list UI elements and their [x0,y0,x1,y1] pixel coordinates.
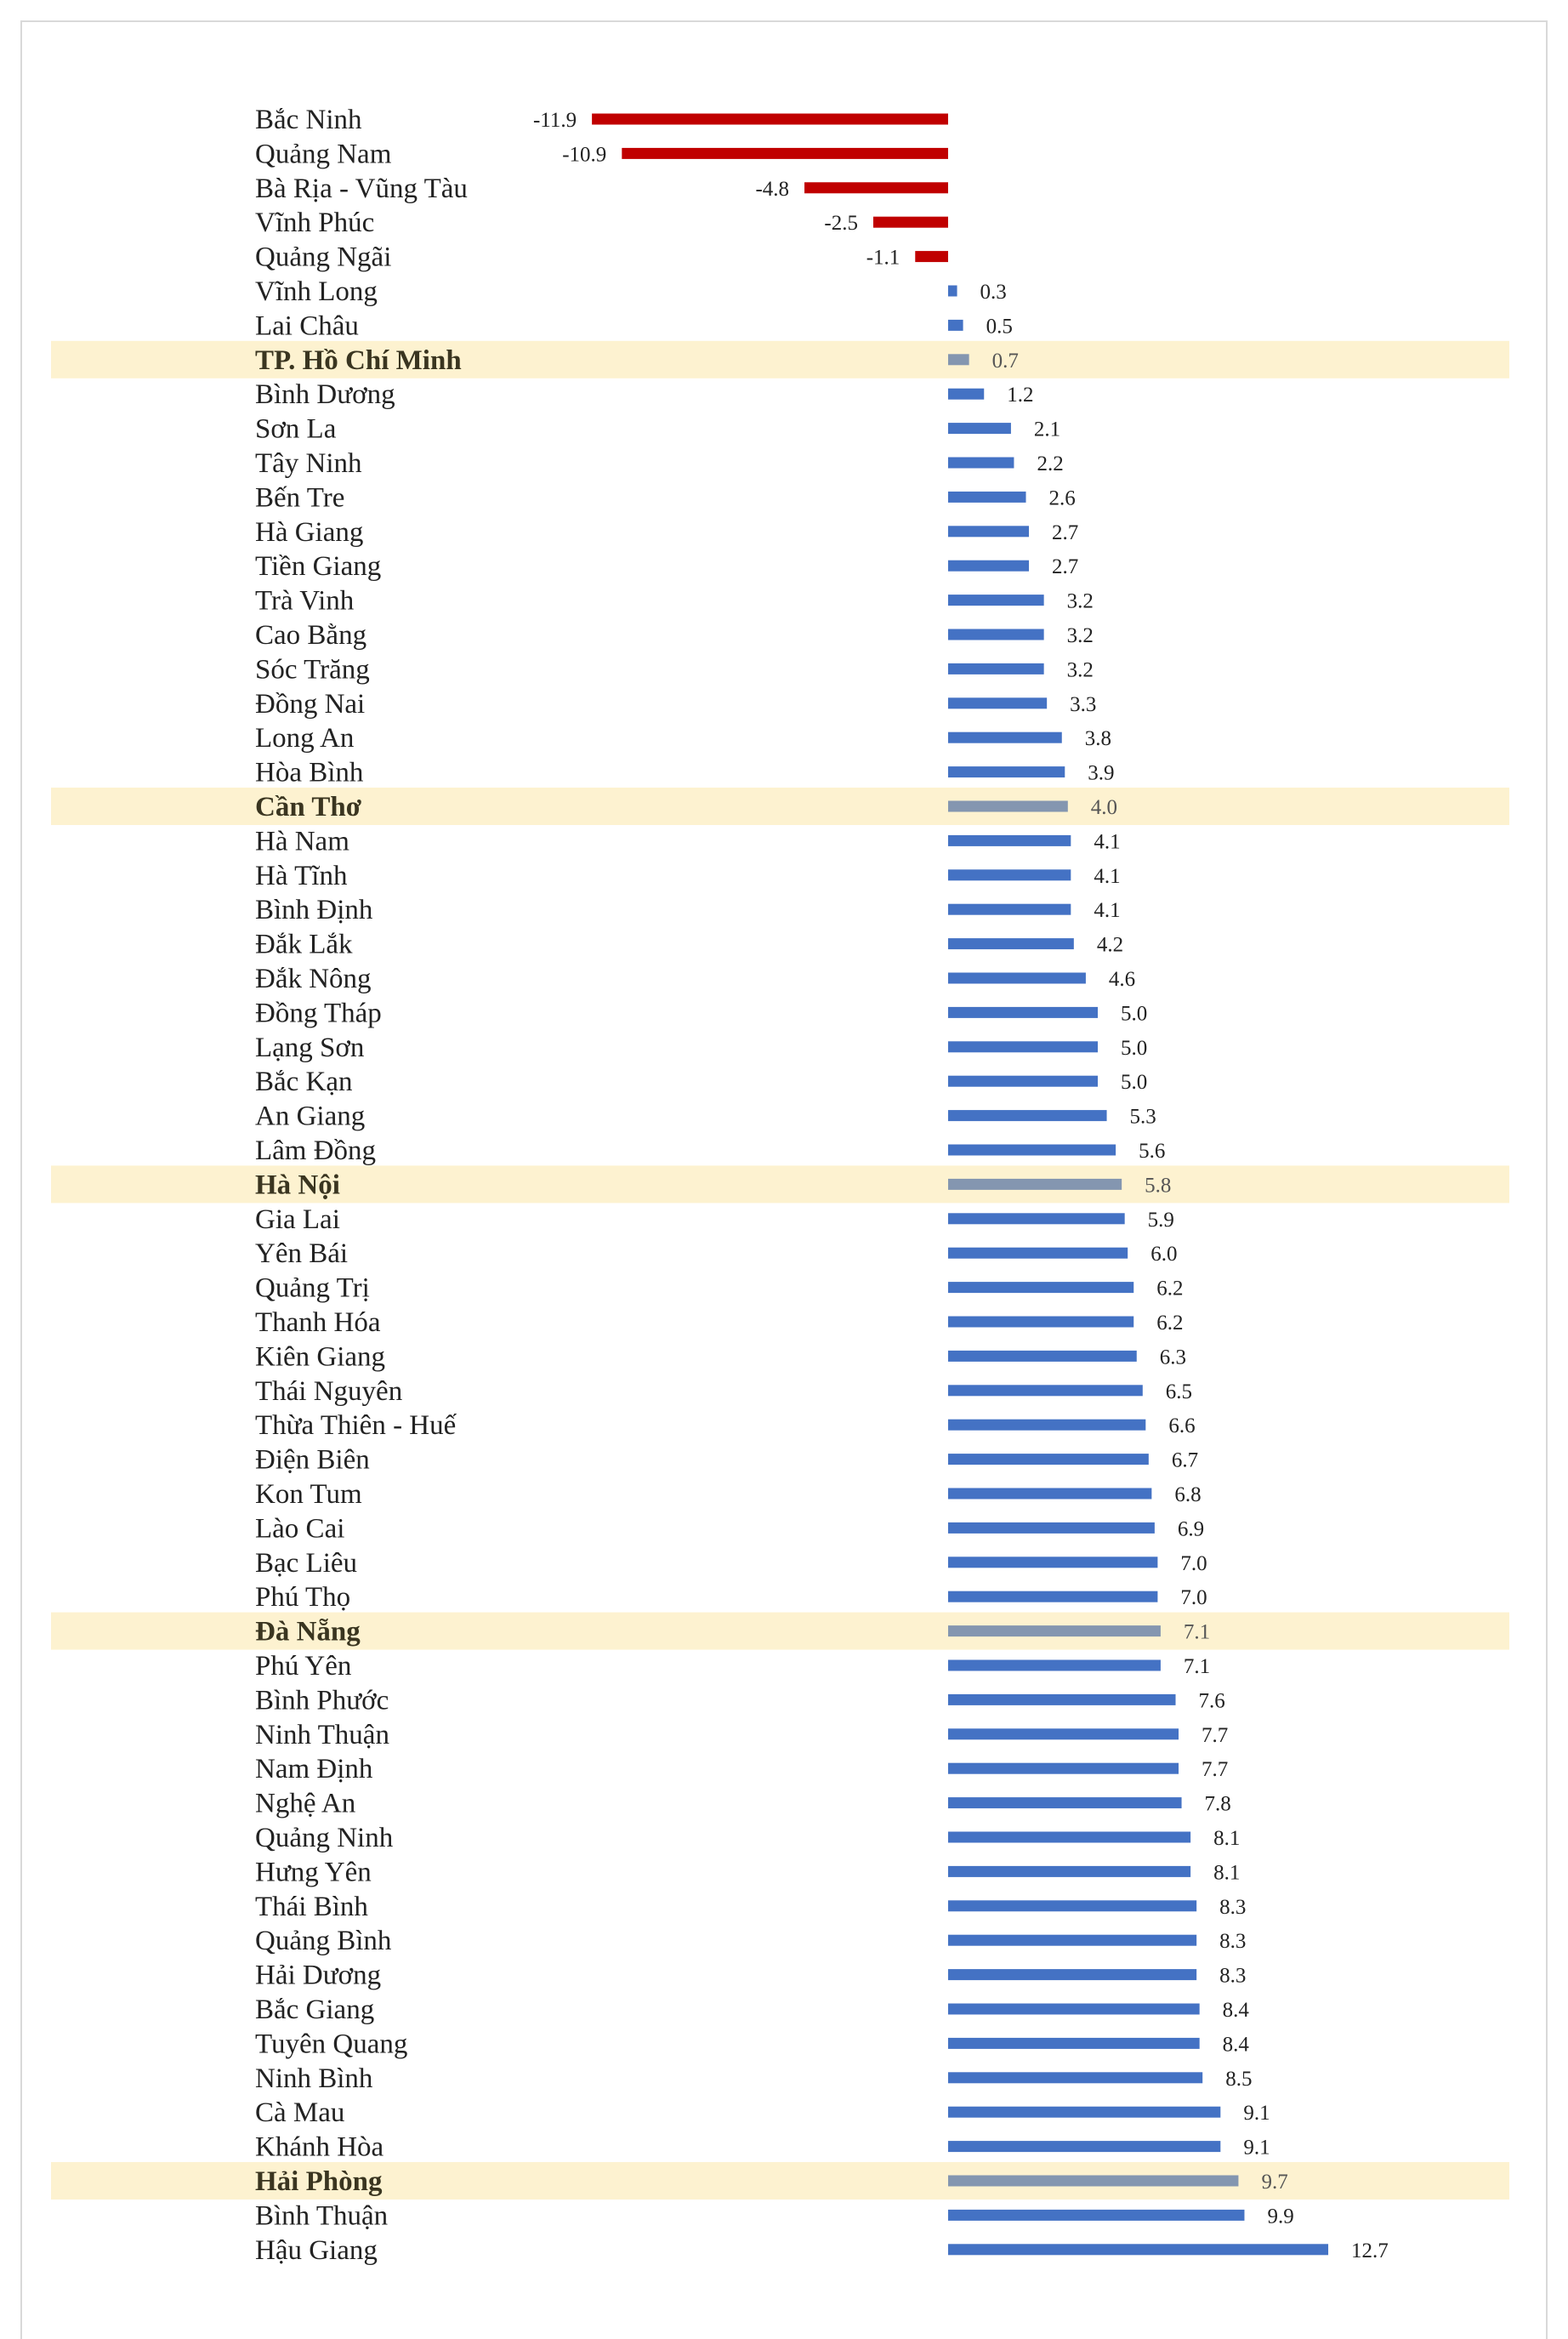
value-label-bac-giang: 8.4 [1222,1999,1249,2022]
value-label-ha-giang: 2.7 [1052,521,1079,544]
bar-kien-giang [948,1351,1137,1362]
category-label-bac-ninh: Bắc Ninh [255,105,362,135]
value-label-hai-duong: 8.3 [1219,1964,1247,1988]
value-label-vinh-long: 0.3 [980,281,1007,304]
bar-binh-dinh [948,904,1071,915]
value-label-son-la: 2.1 [1033,418,1061,441]
bar-vinh-long [948,286,957,297]
category-label-ca-mau: Cà Mau [255,2097,345,2129]
category-label-ninh-thuan: Ninh Thuận [255,1719,389,1750]
category-label-da-nang: Đà Nẵng [255,1616,361,1648]
value-label-soc-trang: 3.2 [1066,658,1094,682]
bar-lao-cai [948,1522,1155,1534]
category-label-quang-nam: Quảng Nam [255,139,392,170]
category-label-yen-bai: Yên Bái [255,1238,349,1270]
bar-thanh-hoa [948,1317,1133,1328]
bar-kon-tum [948,1488,1151,1500]
value-label-tra-vinh: 3.2 [1066,589,1094,613]
category-label-quang-ninh: Quảng Ninh [255,1823,394,1853]
category-label-tien-giang: Tiền Giang [255,551,382,583]
category-label-bac-kan: Bắc Kạn [255,1067,353,1098]
value-label-hau-giang: 12.7 [1351,2239,1389,2262]
value-label-dong-thap: 5.0 [1121,1002,1148,1026]
value-label-an-giang: 5.3 [1129,1105,1156,1129]
bar-hoa-binh [948,766,1065,777]
bar-bac-ninh [592,114,948,125]
bar-dak-nong [948,973,1086,984]
category-label-binh-thuan: Bình Thuận [255,2200,389,2232]
bar-lam-dong [948,1145,1116,1156]
bar-son-la [948,423,1011,434]
category-label-son-la: Sơn La [255,413,337,445]
bar-dien-bien [948,1454,1149,1465]
bar-gia-lai [948,1213,1125,1224]
category-label-ha-noi: Hà Nội [255,1170,340,1201]
bar-phu-tho [948,1591,1157,1602]
category-label-binh-phuoc: Bình Phước [255,1685,389,1716]
value-label-quang-binh: 8.3 [1219,1930,1247,1954]
bar-quang-tri [948,1282,1133,1293]
value-label-ninh-thuan: 7.7 [1202,1723,1229,1747]
category-label-soc-trang: Sóc Trăng [255,654,370,686]
bar-bac-kan [948,1076,1098,1087]
bar-thai-binh [948,1900,1196,1911]
bar-soc-trang [948,663,1044,674]
bar-long-an [948,732,1062,743]
category-label-ba-ria-vung-tau: Bà Rịa - Vũng Tàu [255,173,468,204]
value-label-khanh-hoa: 9.1 [1243,2136,1270,2160]
bar-tra-vinh [948,595,1044,606]
bar-ha-nam [948,835,1071,846]
value-label-hoa-binh: 3.9 [1088,761,1115,785]
value-label-dien-bien: 6.7 [1171,1448,1199,1472]
bar-ha-tinh [948,869,1071,880]
bar-binh-thuan [948,2210,1244,2221]
category-label-bac-lieu: Bạc Liêu [255,1547,358,1579]
bar-da-nang [948,1625,1161,1636]
bar-vinh-phuc [873,217,948,228]
value-label-ha-tinh: 4.1 [1094,864,1121,888]
category-label-can-tho: Cần Thơ [255,792,361,822]
category-label-khanh-hoa: Khánh Hòa [255,2131,384,2163]
bar-thua-thien-hue [948,1420,1145,1431]
category-label-nam-dinh: Nam Định [255,1754,373,1785]
category-label-cao-bang: Cao Bằng [255,620,367,651]
category-label-bac-giang: Bắc Giang [255,1995,375,2025]
bar-phu-yen [948,1660,1161,1671]
value-label-lao-cai: 6.9 [1177,1517,1205,1541]
bar-hung-yen [948,1866,1190,1877]
bar-quang-binh [948,1935,1196,1946]
category-label-dong-thap: Đồng Tháp [255,998,382,1029]
value-label-dak-nong: 4.6 [1108,968,1136,991]
category-label-tuyen-quang: Tuyên Quang [255,2029,408,2060]
category-label-ha-nam: Hà Nam [255,826,349,857]
category-label-thua-thien-hue: Thừa Thiên - Huế [255,1410,457,1442]
value-label-dong-nai: 3.3 [1070,692,1097,716]
value-label-binh-duong: 1.2 [1007,384,1034,407]
value-label-thai-binh: 8.3 [1219,1895,1247,1919]
category-label-lang-son: Lạng Sơn [255,1032,365,1063]
category-label-tay-ninh: Tây Ninh [255,448,362,479]
category-label-dak-nong: Đắk Nông [255,964,372,994]
category-label-long-an: Long An [255,723,355,754]
bar-tp-ho-chi-minh [948,354,969,365]
category-label-dong-nai: Đồng Nai [255,688,366,720]
bar-thai-nguyen [948,1385,1143,1396]
category-label-lao-cai: Lào Cai [255,1513,345,1545]
value-label-cao-bang: 3.2 [1066,624,1094,647]
value-label-thai-nguyen: 6.5 [1165,1380,1193,1403]
bar-ninh-thuan [948,1728,1179,1739]
bar-khanh-hoa [948,2141,1220,2152]
category-label-hoa-binh: Hòa Bình [255,757,364,788]
value-label-ha-nam: 4.1 [1094,830,1121,854]
bar-lang-son [948,1041,1098,1052]
category-label-tra-vinh: Trà Vinh [255,585,355,617]
category-label-lam-dong: Lâm Đồng [255,1135,377,1166]
value-label-quang-ngai: -1.1 [866,246,900,270]
category-label-lai-chau: Lai Châu [255,310,359,342]
value-label-binh-phuoc: 7.6 [1198,1689,1225,1713]
value-label-can-tho: 4.0 [1090,796,1118,819]
bar-can-tho [948,801,1068,812]
value-label-bac-ninh: -11.9 [532,109,577,132]
bar-hai-duong [948,1969,1196,1980]
value-label-gia-lai: 5.9 [1147,1208,1174,1232]
category-label-phu-tho: Phú Thọ [255,1582,351,1613]
bar-quang-ninh [948,1832,1190,1843]
bar-binh-phuoc [948,1694,1176,1705]
bar-quang-ngai [915,251,948,262]
category-label-hung-yen: Hưng Yên [255,1857,372,1888]
value-label-ninh-binh: 8.5 [1225,2067,1253,2091]
value-label-binh-thuan: 9.9 [1267,2205,1294,2228]
value-label-kien-giang: 6.3 [1159,1346,1187,1369]
value-label-yen-bai: 6.0 [1150,1243,1178,1266]
value-label-hai-phong: 9.7 [1261,2171,1288,2194]
category-label-quang-binh: Quảng Bình [255,1926,392,1957]
bar-nghe-an [948,1797,1182,1808]
category-label-binh-duong: Bình Dương [255,379,395,411]
value-label-tuyen-quang: 8.4 [1222,2033,1249,2057]
bar-hau-giang [948,2244,1328,2255]
value-label-lam-dong: 5.6 [1139,1140,1166,1163]
value-label-thanh-hoa: 6.2 [1156,1312,1184,1335]
value-label-da-nang: 7.1 [1183,1620,1211,1644]
value-label-hung-yen: 8.1 [1213,1861,1241,1885]
category-label-vinh-phuc: Vĩnh Phúc [255,208,375,239]
value-label-nghe-an: 7.8 [1204,1792,1231,1816]
category-label-ha-tinh: Hà Tĩnh [255,860,348,891]
value-label-tien-giang: 2.7 [1052,555,1079,579]
category-label-ha-giang: Hà Giang [255,516,364,548]
value-label-quang-nam: -10.9 [562,143,607,167]
value-label-dak-lak: 4.2 [1096,933,1124,957]
category-label-an-giang: An Giang [255,1101,366,1132]
bar-ha-giang [948,526,1029,537]
bar-tuyen-quang [948,2038,1200,2049]
value-label-ca-mau: 9.1 [1243,2102,1270,2126]
value-label-ha-noi: 5.8 [1145,1174,1172,1198]
category-label-nghe-an: Nghệ An [255,1788,356,1819]
bar-lai-chau [948,320,963,331]
category-label-ben-tre: Bến Tre [255,482,345,514]
category-label-thai-binh: Thái Bình [255,1891,368,1922]
category-label-gia-lai: Gia Lai [255,1204,340,1235]
value-label-bac-kan: 5.0 [1121,1071,1148,1095]
bar-dak-lak [948,938,1074,949]
value-label-ben-tre: 2.6 [1048,487,1076,510]
category-label-thanh-hoa: Thanh Hóa [255,1307,381,1338]
bar-yen-bai [948,1248,1128,1259]
bar-dong-nai [948,697,1047,709]
value-label-lai-chau: 0.5 [986,315,1013,339]
category-label-dien-bien: Điện Biên [255,1444,370,1476]
value-label-kon-tum: 6.8 [1174,1483,1202,1506]
value-label-long-an: 3.8 [1084,727,1112,751]
category-label-binh-dinh: Bình Định [255,895,373,926]
bar-tay-ninh [948,458,1014,469]
category-label-hai-phong: Hải Phòng [255,2166,383,2197]
value-label-ba-ria-vung-tau: -4.8 [755,177,790,201]
value-label-nam-dinh: 7.7 [1202,1758,1229,1782]
value-label-bac-lieu: 7.0 [1180,1551,1207,1575]
bar-nam-dinh [948,1763,1179,1774]
category-label-phu-yen: Phú Yên [255,1651,352,1682]
bar-hai-phong [948,2176,1238,2187]
category-label-kon-tum: Kon Tum [255,1479,362,1510]
value-label-quang-tri: 6.2 [1156,1277,1184,1300]
bar-dong-thap [948,1007,1098,1018]
bar-an-giang [948,1110,1107,1121]
bar-ca-mau [948,2107,1220,2118]
bar-ben-tre [948,492,1026,503]
category-label-kien-giang: Kiên Giang [255,1341,386,1373]
category-label-dak-lak: Đắk Lắk [255,929,353,960]
category-label-vinh-long: Vĩnh Long [255,276,378,307]
bar-cao-bang [948,629,1044,640]
value-label-phu-tho: 7.0 [1180,1586,1207,1610]
bar-ninh-binh [948,2072,1202,2083]
value-label-lang-son: 5.0 [1121,1036,1148,1060]
value-label-phu-yen: 7.1 [1183,1655,1211,1678]
bar-binh-duong [948,389,984,400]
value-label-thua-thien-hue: 6.6 [1168,1414,1196,1438]
category-label-hai-duong: Hải Dương [255,1960,382,1991]
value-label-vinh-phuc: -2.5 [824,212,858,236]
bar-bac-giang [948,2004,1200,2015]
category-label-ninh-binh: Ninh Bình [255,2063,373,2094]
value-label-tay-ninh: 2.2 [1037,452,1064,475]
category-label-thai-nguyen: Thái Nguyên [255,1375,403,1407]
category-label-tp-ho-chi-minh: TP. Hồ Chí Minh [255,344,462,376]
bar-bac-lieu [948,1556,1157,1568]
value-label-tp-ho-chi-minh: 0.7 [991,349,1019,373]
bar-ha-noi [948,1179,1122,1190]
value-label-binh-dinh: 4.1 [1094,899,1121,923]
category-label-quang-ngai: Quảng Ngãi [255,242,392,273]
category-label-hau-giang: Hậu Giang [255,2234,378,2266]
value-label-quang-ninh: 8.1 [1213,1827,1241,1850]
bar-quang-nam [622,148,948,159]
bar-ba-ria-vung-tau [804,182,948,193]
bar-tien-giang [948,561,1029,572]
category-label-quang-tri: Quảng Trị [255,1272,370,1304]
